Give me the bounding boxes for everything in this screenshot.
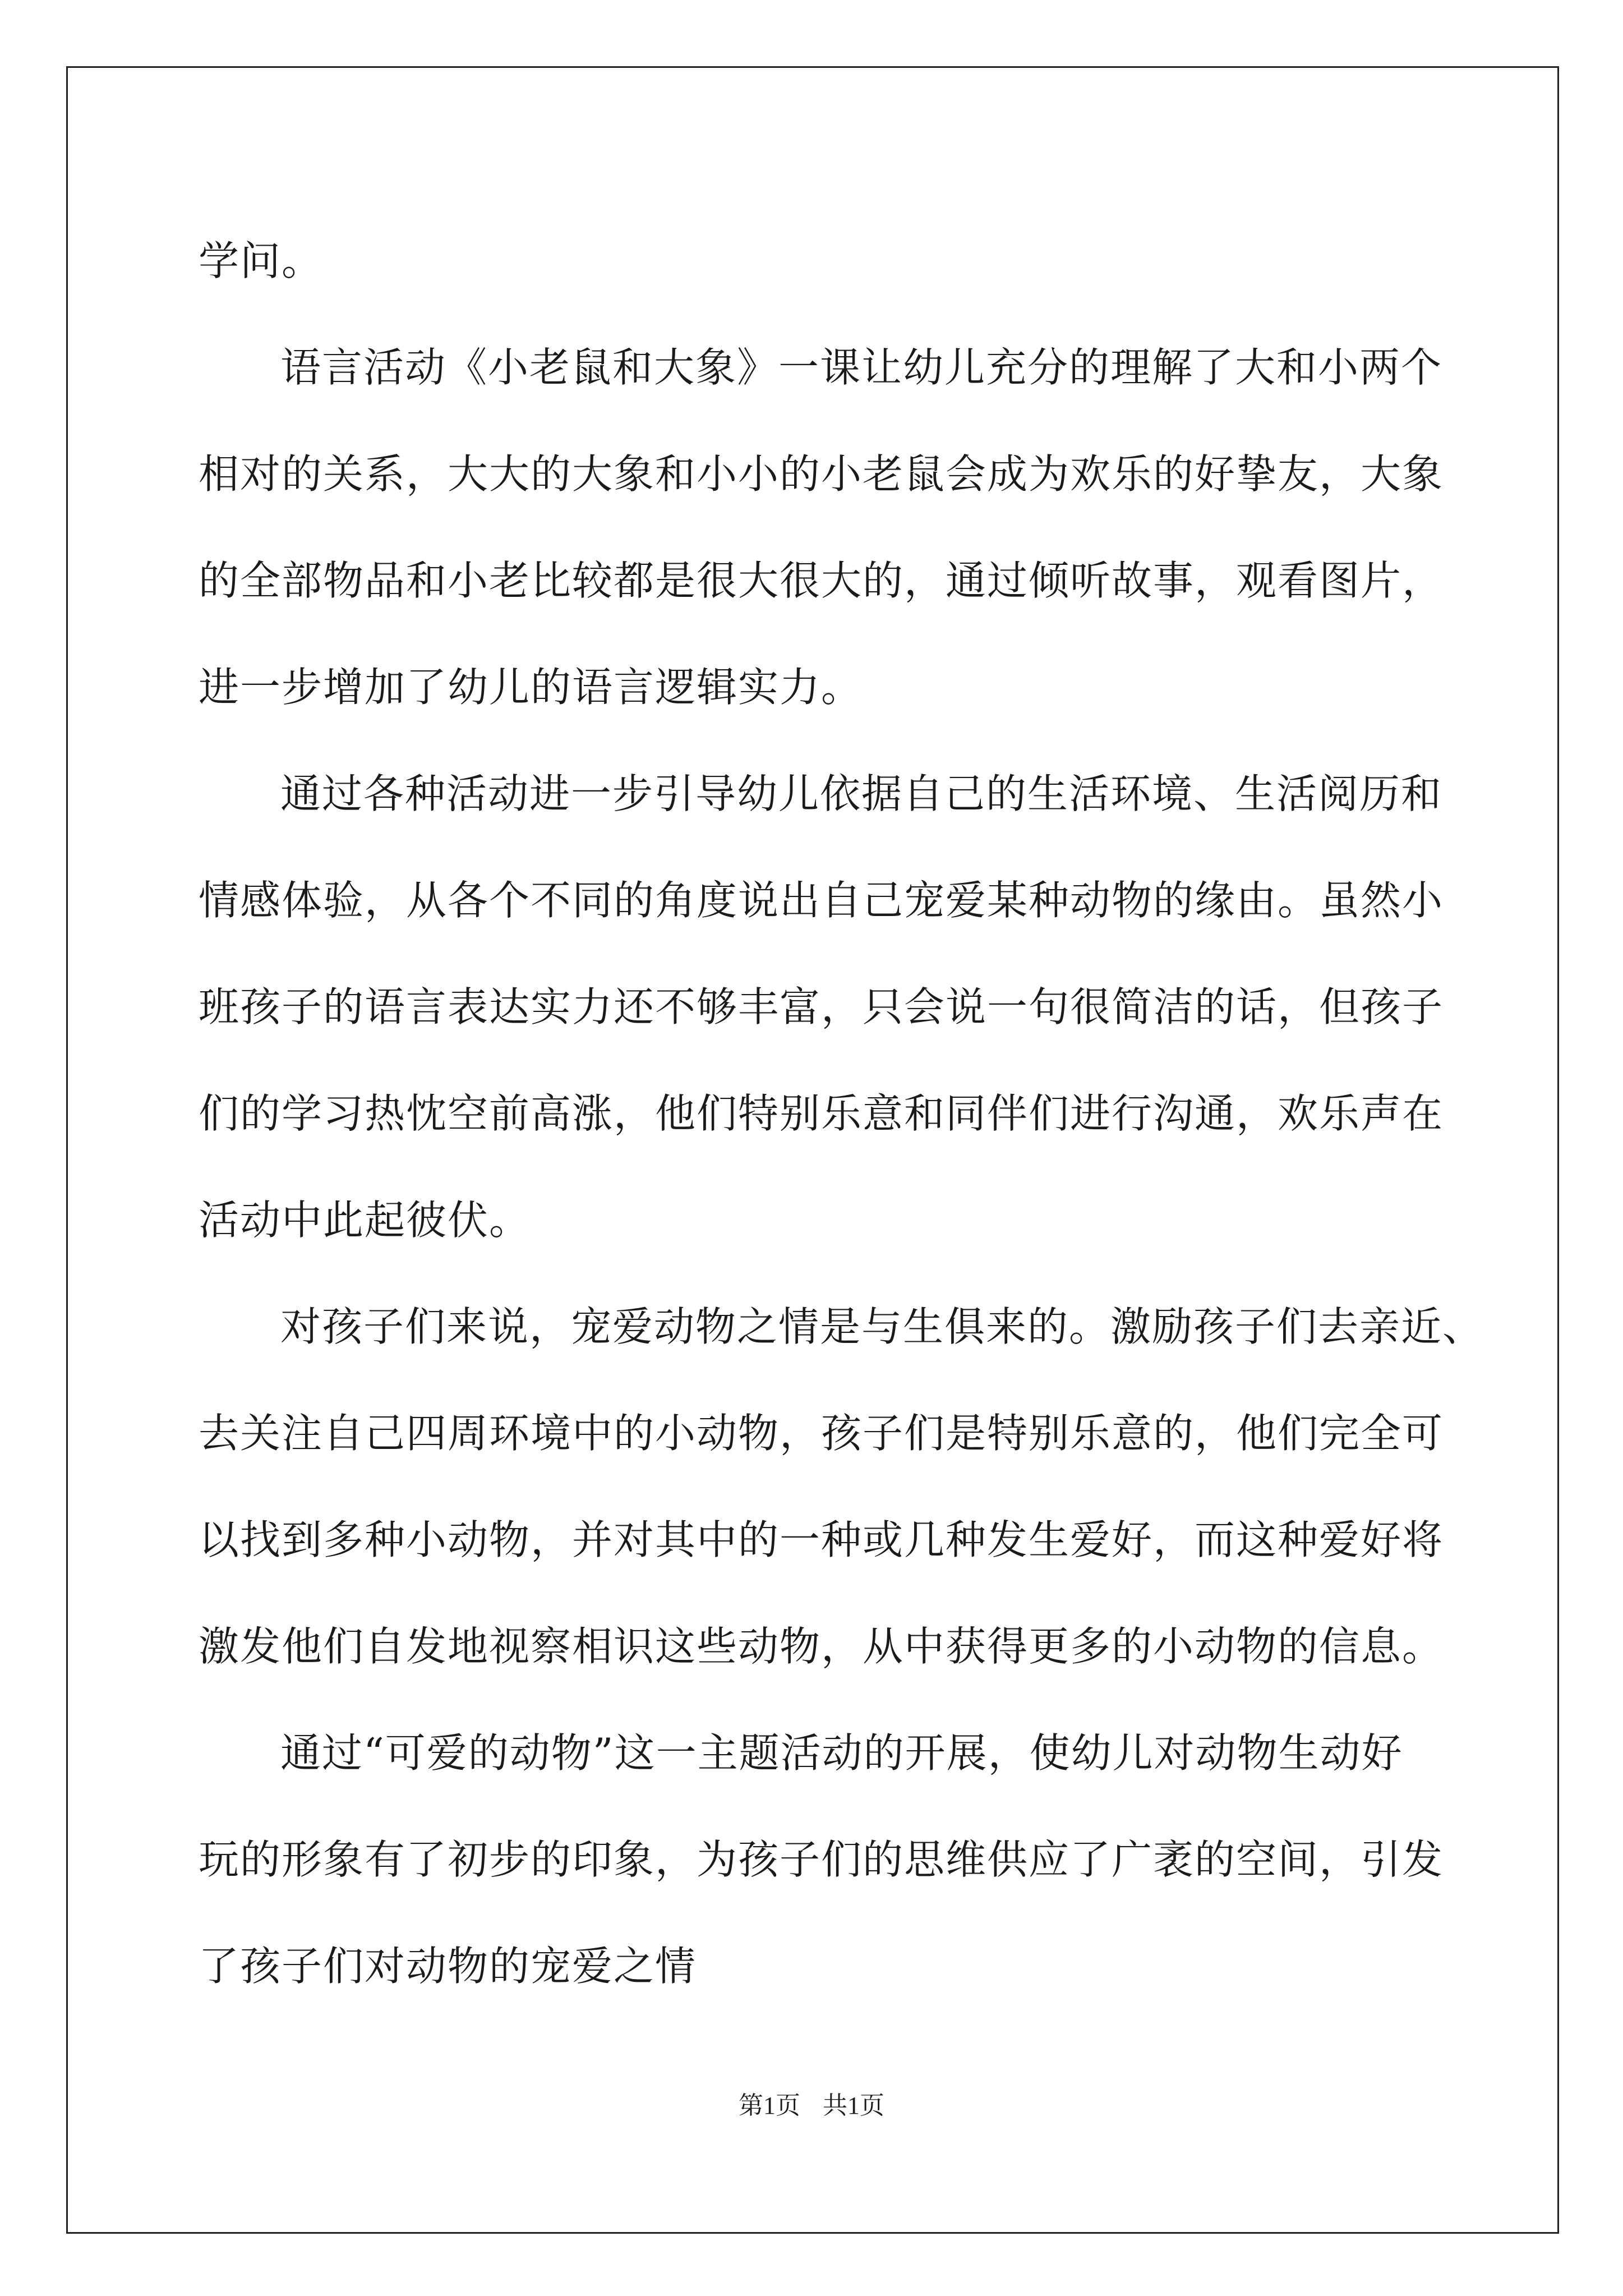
text-line-1: 学问。 bbox=[199, 237, 324, 284]
text-line-12: 去关注自己四周环境中的小动物，孩子们是特别乐意的，他们完全可 bbox=[199, 1410, 1444, 1457]
document-body bbox=[199, 208, 1484, 2019]
text-line-6: 通过各种活动进一步引导幼儿依据自己的生活环境、生活阅历和 bbox=[280, 770, 1443, 817]
text-line-10: 活动中此起彼伏。 bbox=[199, 1197, 531, 1244]
text-line-13: 以找到多种小动物，并对其中的一种或几种发生爱好，而这种爱好将 bbox=[199, 1516, 1444, 1563]
page-number: 第1页 bbox=[739, 2092, 800, 2119]
text-line-3: 相对的关系，大大的大象和小小的小老鼠会成为欢乐的好挚友，大象 bbox=[199, 450, 1444, 498]
page-total: 共1页 bbox=[823, 2092, 884, 2119]
text-line-15: 通过“可爱的动物”这一主题活动的开展，使幼儿对动物生动好 bbox=[280, 1729, 1403, 1777]
text-line-14: 激发他们自发地视察相识这些动物，从中获得更多的小动物的信息。 bbox=[199, 1623, 1444, 1670]
text-line-11: 对孩子们来说，宠爱动物之情是与生俱来的。激励孩子们去亲近、 bbox=[280, 1303, 1484, 1350]
text-line-9: 们的学习热忱空前高涨，他们特别乐意和同伴们进行沟通，欢乐声在 bbox=[199, 1090, 1444, 1137]
text-line-8: 班孩子的语言表达实力还不够丰富，只会说一句很简洁的话，但孩子 bbox=[199, 983, 1444, 1030]
text-line-5: 进一步增加了幼儿的语言逻辑实力。 bbox=[199, 664, 863, 711]
text-line-4: 的全部物品和小老比较都是很大很大的，通过倾听故事，观看图片， bbox=[199, 557, 1444, 604]
text-line-2: 语言活动《小老鼠和大象》一课让幼儿充分的理解了大和小两个 bbox=[280, 344, 1443, 391]
page-footer bbox=[0, 2089, 1623, 2123]
text-line-7: 情感体验，从各个不同的角度说出自己宠爱某种动物的缘由。虽然小 bbox=[199, 877, 1444, 924]
text-line-16: 玩的形象有了初步的印象，为孩子们的思维供应了广袤的空间，引发 bbox=[199, 1836, 1444, 1883]
text-line-17: 了孩子们对动物的宠爱之情 bbox=[199, 1943, 697, 1990]
